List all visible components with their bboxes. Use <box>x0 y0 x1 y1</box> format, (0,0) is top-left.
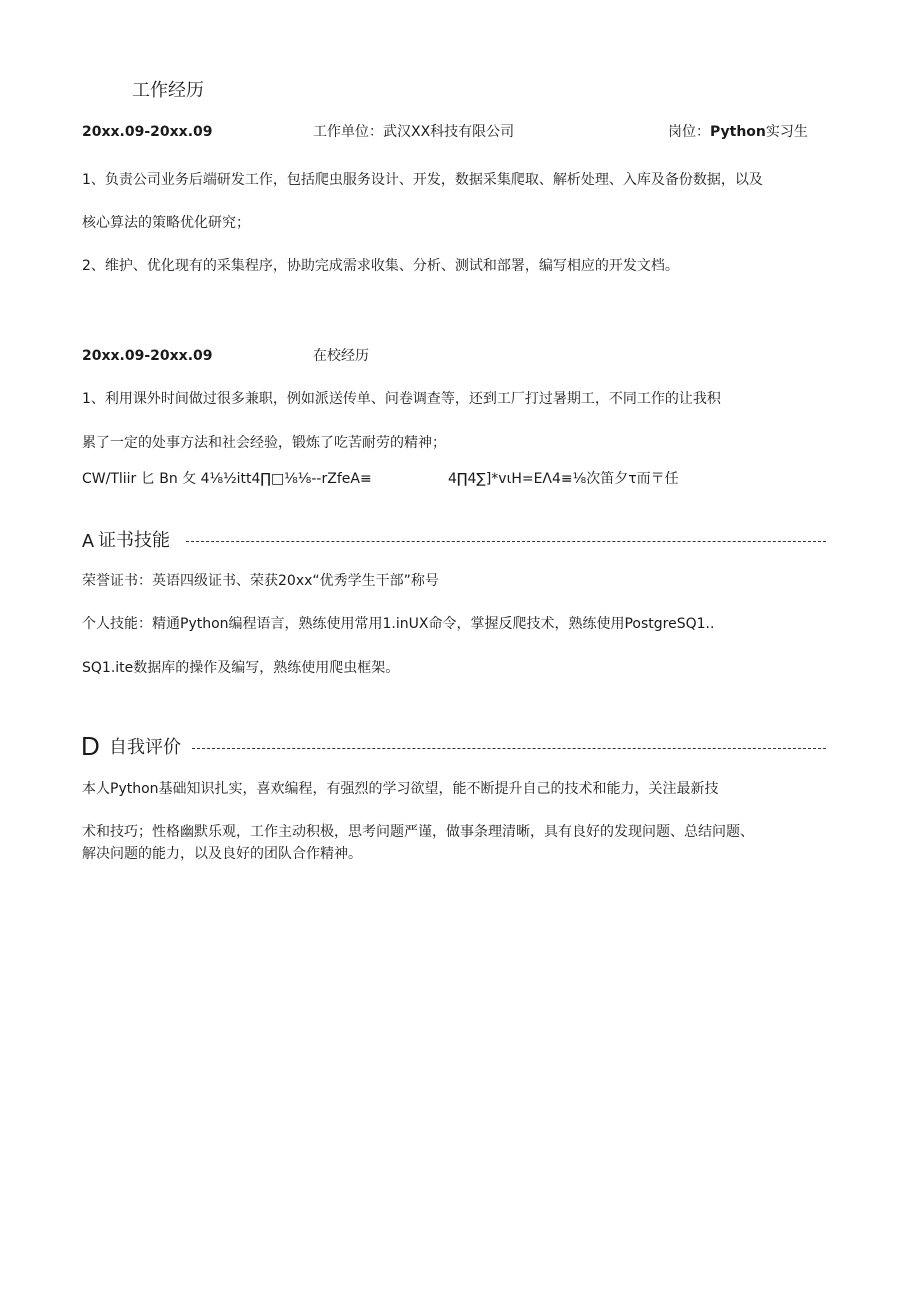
work-position-label: 岗位： <box>668 124 710 140</box>
certs-marker: A <box>82 531 95 551</box>
school-garbled-right: 4∏4∑]*vιH=EΛ4≡⅛次笛夕τ而〒任 <box>448 471 679 487</box>
work-date: 20xx.09-20xx.09 <box>82 124 213 140</box>
certs-skills-line2: SQ1.ite数据库的操作及编写，熟练使用爬虫框架。 <box>82 660 400 676</box>
work-item1-line1: 1、负责公司业务后端研发工作，包括爬虫服务设计、开发，数据采集爬取、解析处理、入库及备份数据，以及 <box>82 172 763 188</box>
self-eval-line2: 术和技巧；性格幽默乐观，工作主动积极，思考问题严谨，做事条理清晰，具有良好的发现问题、总结问题、 <box>82 824 754 840</box>
self-eval-marker: D <box>81 731 100 761</box>
school-date: 20xx.09-20xx.09 <box>82 348 213 364</box>
self-eval-divider <box>192 748 826 749</box>
school-item1-line2: 累了一定的处事方法和社会经验，锻炼了吃苦耐劳的精神； <box>82 435 446 451</box>
certs-heading: 证书技能 <box>98 530 170 551</box>
certs-skills-line1: 个人技能：精通Python编程语言，熟练使用常用1.inUX命令，掌握反爬技术，熟练使用PostgreSQ1.. <box>82 616 715 632</box>
work-heading: 工作经历 <box>132 80 204 101</box>
work-employer: 工作单位：武汉XX科技有限公司 <box>313 124 515 140</box>
certs-honors: 荣誉证书：英语四级证书、荣获20xx“优秀学生干部”称号 <box>82 573 439 589</box>
school-item1-line1: 1、利用课外时间做过很多兼职，例如派送传单、问卷调查等，还到工厂打过暑期工，不同工作的让我积 <box>82 391 721 407</box>
self-eval-heading: 自我评价 <box>109 737 181 758</box>
work-item1-line2: 核心算法的策略优化研究； <box>82 215 250 231</box>
work-item2: 2、维护、优化现有的采集程序，协助完成需求收集、分析、测试和部署，编写相应的开发文档。 <box>82 258 679 274</box>
self-eval-line1: 本人Python基础知识扎实，喜欢编程，有强烈的学习欲望，能不断提升自己的技术和能力，关注最新技 <box>82 781 719 797</box>
school-garbled-left: CW/Tliir 匕 Bn 攵 4⅛½itt4∏□⅛⅛--rZfeA≡ <box>82 471 372 487</box>
work-position-value: Python <box>710 124 766 140</box>
work-position <box>668 123 808 141</box>
self-eval-line3: 解决问题的能力，以及良好的团队合作精神。 <box>82 846 362 862</box>
certs-divider <box>186 541 826 542</box>
school-title: 在校经历 <box>313 348 369 364</box>
work-position-suffix: 实习生 <box>765 124 808 140</box>
